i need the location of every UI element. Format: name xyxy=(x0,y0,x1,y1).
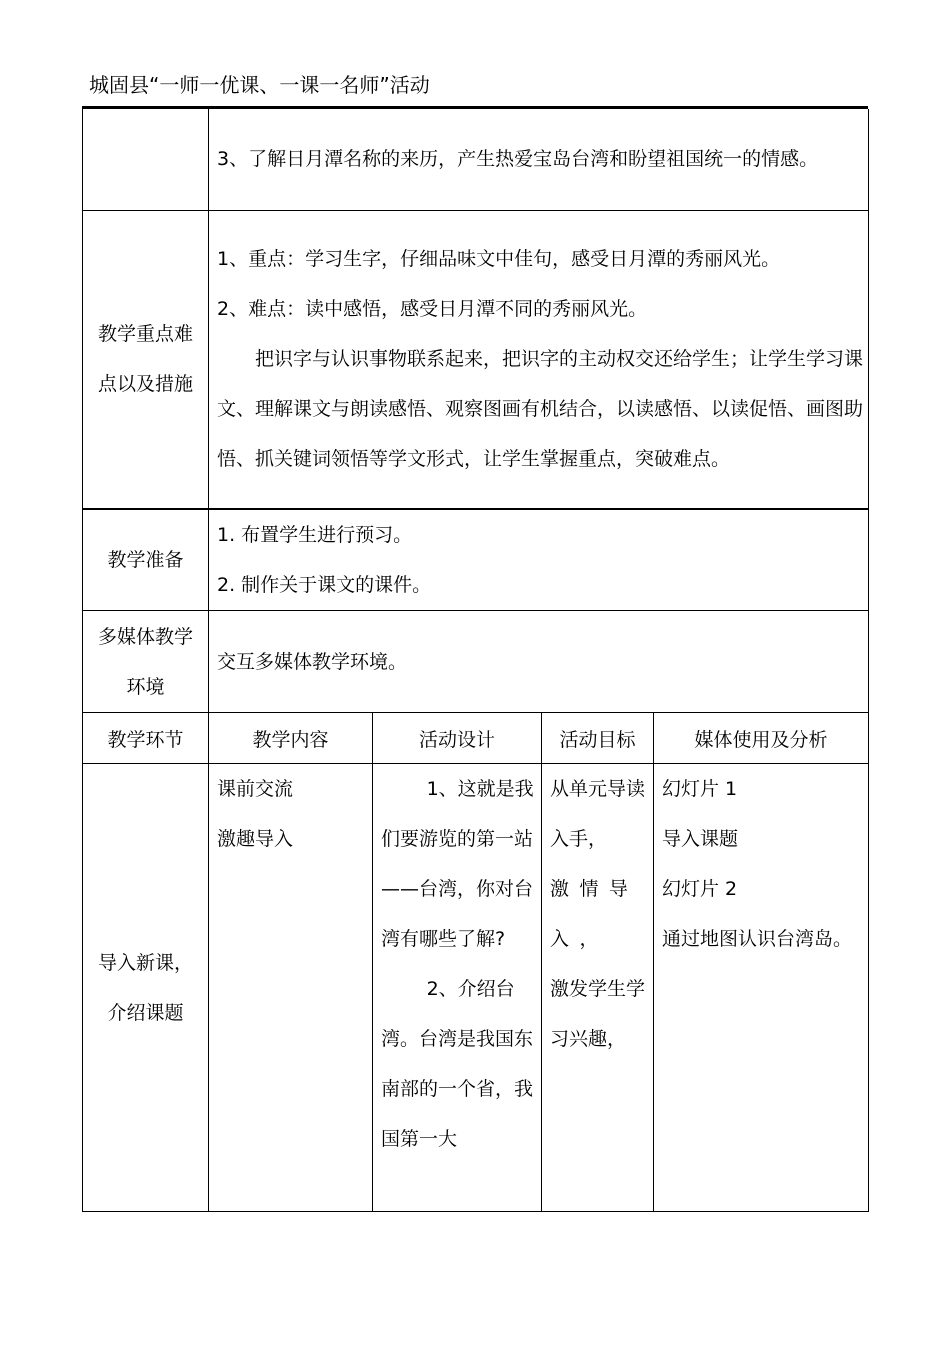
intro-goal-text: 从单元导读入手， xyxy=(550,778,646,850)
column-header: 活动设计 xyxy=(373,713,542,764)
column-header: 教学环节 xyxy=(83,713,209,764)
preparation-content-cell xyxy=(209,509,869,611)
column-header-row xyxy=(83,713,869,764)
intro-content-cell xyxy=(209,764,373,1212)
preparation-label: 教学准备 xyxy=(107,549,184,571)
intro-stage-label: 导入新课，介绍课题 xyxy=(97,951,193,1024)
preparation-label-cell xyxy=(83,509,209,611)
intro-activity-text: 2、介绍台湾。台湾是我国东南部的一个省，我国第一大 xyxy=(381,978,534,1150)
intro-activity-cell xyxy=(373,764,542,1212)
column-header: 教学内容 xyxy=(209,713,373,764)
intro-goal-cell xyxy=(542,764,654,1212)
preparation-item: 2. 制作关于课文的课件。 xyxy=(217,574,432,596)
intro-goal-text: 激情导入， xyxy=(550,878,639,950)
goal-label-cell xyxy=(83,109,209,210)
multimedia-label: 多媒体教学环境 xyxy=(97,625,193,698)
intro-stage-cell xyxy=(83,764,209,1212)
intro-media-line: 幻灯片 2 xyxy=(662,878,738,900)
preparation-item: 1. 布置学生进行预习。 xyxy=(217,524,413,546)
intro-media-line: 幻灯片 1 xyxy=(662,778,738,800)
key-points-content-cell xyxy=(209,210,869,509)
key-point-line: 1、重点：学习生字，仔细品味文中佳句，感受日月潭的秀丽风光。 xyxy=(217,248,781,271)
key-points-label-cell xyxy=(83,210,209,509)
intro-content-line: 课前交流 xyxy=(217,778,294,800)
multimedia-row xyxy=(83,611,869,713)
column-header: 活动目标 xyxy=(542,713,654,764)
intro-content-line: 激趣导入 xyxy=(217,828,294,850)
intro-media-line: 导入课题 xyxy=(662,828,739,850)
goal-content-cell xyxy=(209,109,869,210)
preparation-row xyxy=(83,509,869,611)
intro-row xyxy=(83,764,869,1212)
multimedia-label-cell xyxy=(83,611,209,713)
key-points-label: 教学重点难点以及措施 xyxy=(97,323,193,396)
goal-row xyxy=(83,109,869,210)
goal-3-text: 3、了解日月潭名称的来历，产生热爱宝岛台湾和盼望祖国统一的情感。 xyxy=(217,148,819,171)
key-points-row xyxy=(83,210,869,509)
multimedia-content-cell xyxy=(209,611,869,713)
intro-media-line: 通过地图认识台湾岛。 xyxy=(662,928,853,950)
column-header: 媒体使用及分析 xyxy=(654,713,869,764)
multimedia-text: 交互多媒体教学环境。 xyxy=(217,650,408,673)
intro-goal-text: 激发学生学习兴趣， xyxy=(550,978,646,1050)
document-header-title: 城固县“一师一优课、一课一名师”活动 xyxy=(89,73,430,97)
lesson-plan-table xyxy=(82,109,869,1212)
intro-media-cell xyxy=(654,764,869,1212)
measures-text: 把识字与认识事物联系起来，把识字的主动权交还给学生；让学生学习课文、理解课文与朗读感悟、观察图画有机结合，以读感悟、以读促悟、画图助悟、抓关键词领悟等学文形式，让学生掌握重点，突破难点。 xyxy=(217,348,864,471)
intro-activity-text: 1、这就是我们要游览的第一站——台湾，你对台湾有哪些了解? xyxy=(381,778,534,950)
difficulty-line: 2、难点：读中感悟，感受日月潭不同的秀丽风光。 xyxy=(217,298,648,321)
